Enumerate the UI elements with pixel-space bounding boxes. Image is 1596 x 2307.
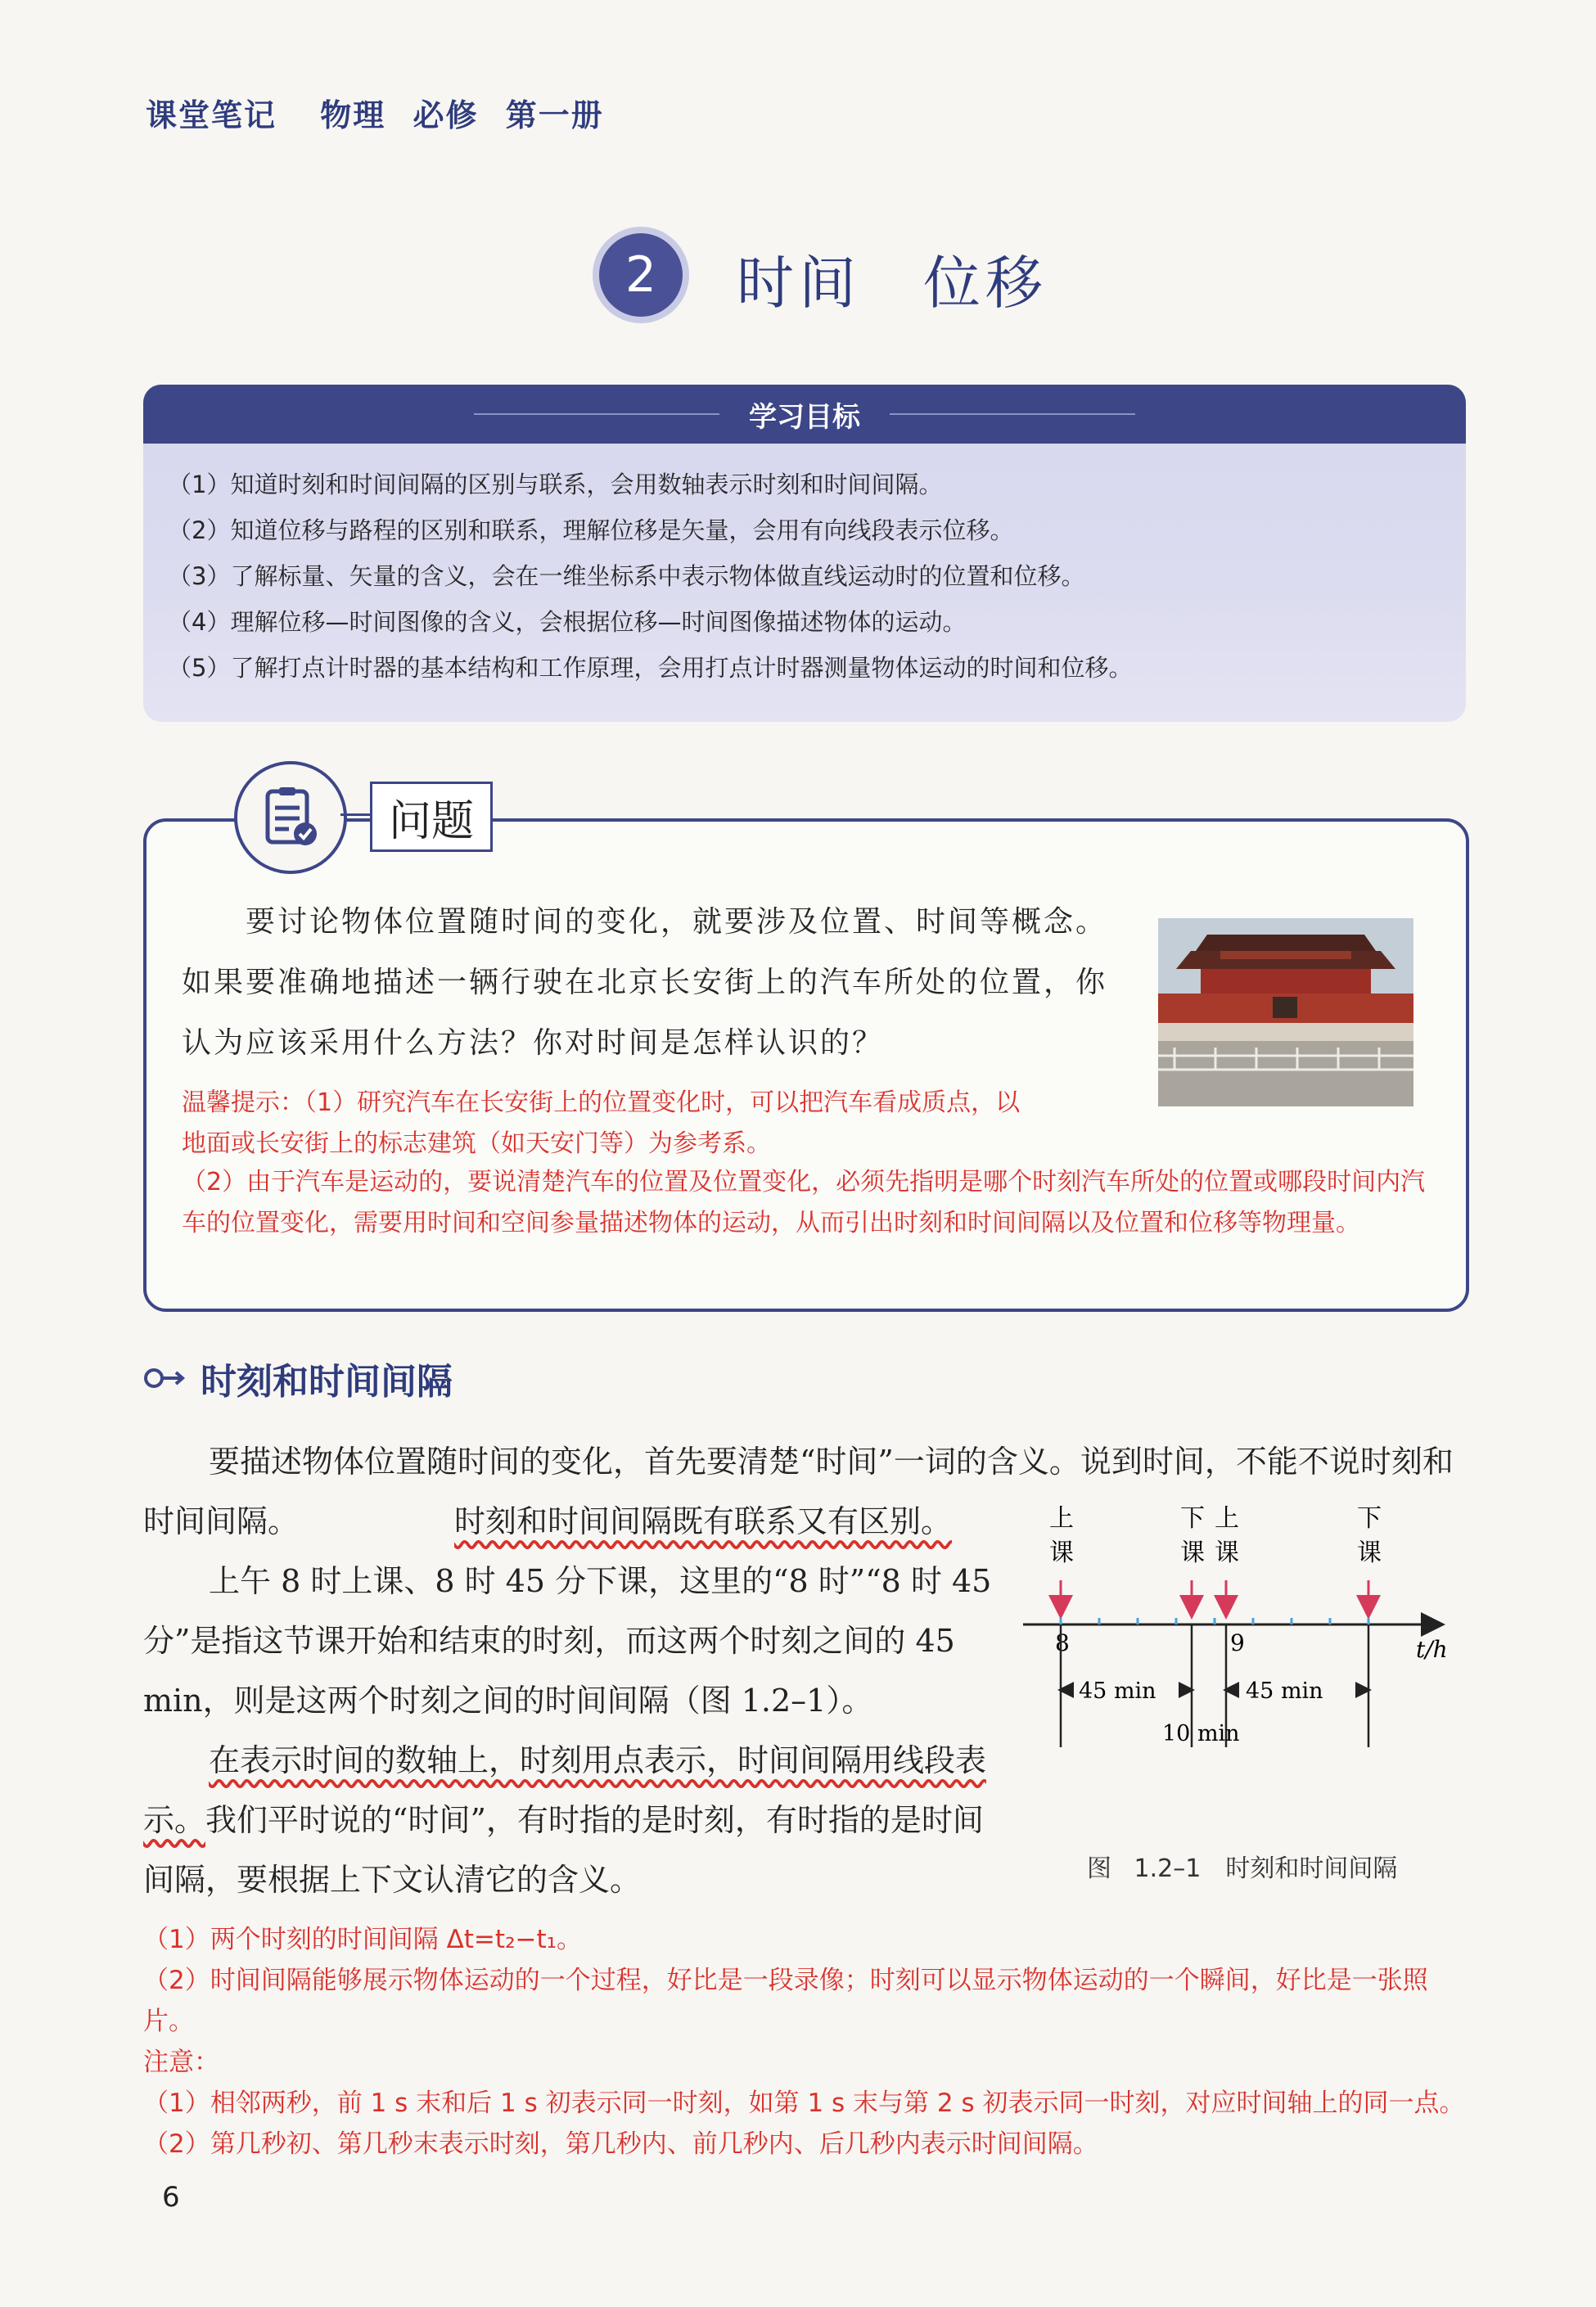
icon-connector-line — [340, 813, 372, 816]
volume-name: 第一册 — [505, 97, 604, 133]
header-rule-left — [474, 413, 719, 415]
arrow-bullet-icon — [143, 1366, 189, 1390]
learning-goals-title: 学习目标 — [749, 400, 860, 434]
note-attention: 注意： — [143, 2048, 219, 2077]
paragraph-3 — [143, 1731, 1003, 1910]
note-line: （1）相邻两秒，前 1 s 末和后 1 s 初表示同一时刻，如第 1 s 末与第 2 s 初表示同一时刻，对应时间轴上的同一点。 — [143, 2088, 1465, 2118]
label-class-start-2: 课 — [1215, 1539, 1239, 1567]
series-name: 课堂笔记 — [146, 97, 277, 133]
goal-item: （5）了解打点计时器的基本结构和工作原理，会用打点计时器测量物体运动的时间和位移。 — [168, 654, 1133, 682]
problem-hint-1 — [182, 1083, 1147, 1165]
section-number-badge: 2 — [599, 233, 683, 317]
paragraph-2: 上午 8 时上课、8 时 45 分下课，这里的“8 时”“8 时 45 分”是指这节课开始和结束的时刻，而这两个时刻之间的 45 min，则是这两个时刻之间的时间间隔（图 1.2–1）。 — [143, 1563, 992, 1719]
label-class-end-2: 课 — [1357, 1539, 1382, 1567]
goal-item: （2）知道位移与路程的区别和联系，理解位移是矢量，会用有向线段表示位移。 — [168, 516, 1014, 544]
underlined-key-sentence: 时刻和时间间隔既有联系又有区别。 — [454, 1503, 953, 1539]
figure-caption: 图 1.2–1 时刻和时间间隔 — [1087, 1854, 1398, 1883]
header-rule-right — [890, 413, 1135, 415]
timeline-figure — [1015, 1502, 1473, 1878]
paragraph-1-end — [454, 1492, 994, 1552]
label-class-start-2: 上 — [1215, 1504, 1239, 1533]
interval-1-label: 45 min — [1079, 1678, 1156, 1704]
problem-label: 问题 — [370, 782, 493, 852]
note-line: （1）两个时刻的时间间隔 Δt=t₂−t₁。 — [143, 1925, 583, 1954]
problem-question — [182, 892, 1139, 1074]
goal-item: （3）了解标量、矢量的含义，会在一维坐标系中表示物体做直线运动时的位置和位移。 — [168, 562, 1085, 590]
label-class-start-1: 课 — [1049, 1539, 1074, 1567]
label-class-start-1: 上 — [1049, 1504, 1074, 1533]
learning-goals-box — [143, 385, 1466, 722]
label-class-end-1: 下 — [1180, 1504, 1205, 1533]
note-line: （2）时间间隔能够展示物体运动的一个过程，好比是一段录像；时刻可以显示物体运动的一个瞬间，好比是一张照片。 — [143, 1966, 1428, 2036]
hint-line: （2）由于汽车是运动的，要说清楚汽车的位置及位置变化，必须先指明是哪个时刻汽车所处的位置或哪段时间内汽车的位置变化，需要用时间和空间参量描述物体的运动，从而引出时刻和时间间隔以及位置和位移等物理量。 — [182, 1168, 1426, 1237]
clipboard-check-icon-svg — [256, 783, 325, 852]
goal-item: （1）知道时刻和时间间隔的区别与联系，会用数轴表示时刻和时间间隔。 — [168, 471, 943, 498]
learning-goals-header — [143, 385, 1466, 444]
time-explanation — [143, 1552, 1003, 1910]
underlined-sentence-wrap — [454, 1492, 994, 1552]
subsection-heading — [143, 1352, 453, 1404]
course-type: 必修 — [413, 97, 479, 133]
problem-paragraph: 认为应该采用什么方法？你对时间是怎样认识的？ — [182, 1026, 885, 1060]
label-class-end-1: 课 — [1180, 1539, 1205, 1567]
problem-paragraph: 如果要准确地描述一辆行驶在北京长安街上的汽车所处的位置，你 — [182, 966, 1108, 999]
learning-goals-list — [143, 444, 1466, 691]
timeline-diagram — [1015, 1502, 1473, 1845]
subsection-title: 时刻和时间间隔 — [201, 1361, 453, 1403]
note-line: （2）第几秒初、第几秒末表示时刻，第几秒内、前几秒内、后几秒内表示时间间隔。 — [143, 2129, 1098, 2159]
page-number: 6 — [162, 2181, 180, 2214]
section-title: 时间 位移 — [737, 250, 1048, 317]
clipboard-check-icon — [234, 761, 347, 874]
paragraph-1-text: 要描述物体位置随时间的变化，首先要清楚“时间”一词的含义。说到时间，不能不说时刻和时间间隔。 — [143, 1444, 1454, 1539]
tiananmen-illustration — [1158, 918, 1413, 1106]
tiananmen-photo — [1158, 918, 1413, 1106]
tick-label-8: 8 — [1055, 1629, 1070, 1656]
axis-label: t/h — [1416, 1636, 1448, 1663]
hint-line: 温馨提示：（1）研究汽车在长安街上的位置变化时，可以把汽车看成质点，以 — [182, 1088, 1021, 1117]
label-class-end-2: 下 — [1357, 1504, 1382, 1533]
paragraph-3-rest: 我们平时说的“时间”，有时指的是时刻，有时指的是时间间隔，要根据上下文认清它的含义。 — [143, 1802, 984, 1898]
book-series-header — [146, 90, 635, 135]
problem-hint-2 — [182, 1162, 1426, 1244]
break-label: 10 min — [1162, 1721, 1240, 1746]
hint-line: 地面或长安街上的标志建筑（如天安门等）为参考系。 — [182, 1129, 771, 1158]
subject-name: 物理 — [320, 97, 386, 133]
problem-paragraph: 要讨论物体位置随时间的变化，就要涉及位置、时间等概念。 — [246, 905, 1108, 939]
tick-label-9: 9 — [1230, 1629, 1245, 1656]
underlined-key-sentence: 在表示时间的数轴上，时刻用点表示，时间间隔用线段表示。 — [143, 1742, 987, 1838]
interval-2-label: 45 min — [1246, 1678, 1323, 1704]
goal-item: （4）理解位移—时间图像的含义，会根据位移—时间图像描述物体的运动。 — [168, 608, 967, 636]
margin-notes — [143, 1919, 1469, 2165]
